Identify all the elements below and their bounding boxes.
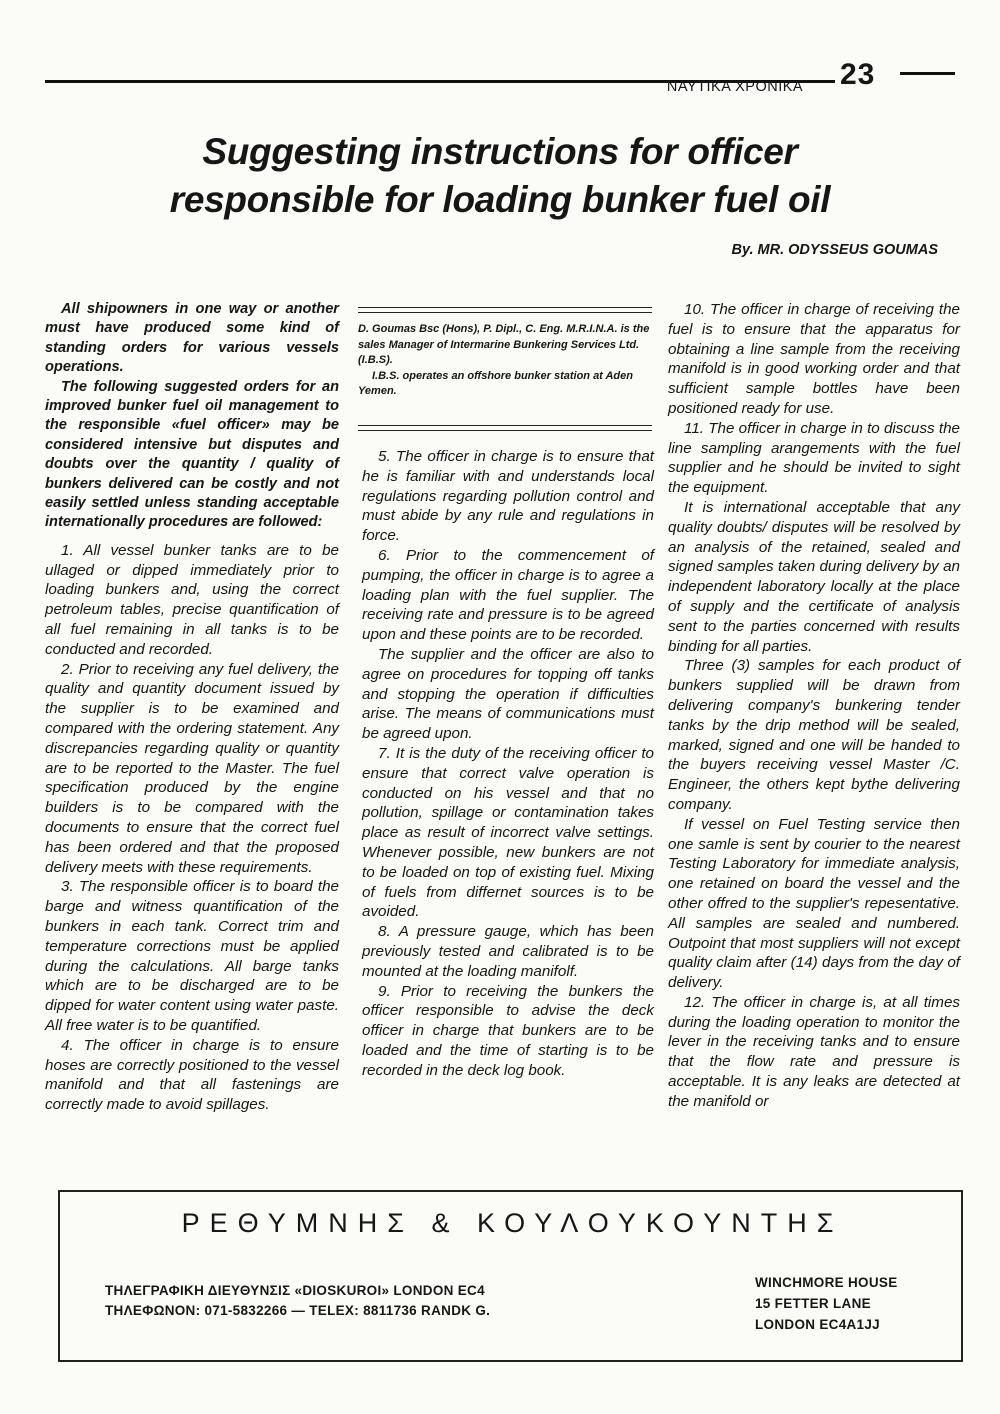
author-bio-line-2: I.B.S. operates an offshore bunker station at Aden Yemen. bbox=[358, 369, 633, 397]
paragraph-8: 8. A pressure gauge, which has been previously tested and calibrated is to be mounted at the loading manifolf. bbox=[362, 923, 654, 980]
paragraph-7: 7. It is the duty of the receiving officer to ensure that correct valve operation is conducted on his vessel and that no pollution, spillage or contamination takes place as result of incorrect valve settings. Whenever possible, new bunkers are not to be loaded on top of existing fuel. Mixing of fuels from differnet sources is to be avoided. bbox=[362, 744, 654, 921]
page-number: 23 bbox=[840, 58, 876, 91]
paragraph-12: 12. The officer in charge is, at all times during the loading operation to monitor the lever in the receiving tanks and to ensure that the flow rate and pressure is acceptable. It is any leaks are detected at the manifold or bbox=[668, 993, 960, 1110]
column-3 bbox=[668, 300, 960, 1112]
paragraph-6: 6. Prior to the commencement of pumping, the officer in charge is to agree a loading plan with the fuel supplier. The receiving rate and pressure is to be agreed upon and these points are to be recorded. bbox=[362, 546, 654, 644]
paragraph-5: 5. The officer in charge is to ensure that he is familiar with and understands local regulations regarding pollution control and must abide by any rule and regulations in force. bbox=[362, 448, 654, 545]
advert-box bbox=[58, 1190, 963, 1362]
paragraph-4: 4. The officer in charge is to ensure hoses are correctly positioned to the vessel manifold and that all fastenings are correctly made to avoid spillages. bbox=[45, 1036, 339, 1114]
paragraph-1: 1. All vessel bunker tanks are to be ullaged or dipped immediately prior to loading bunkers and, using the correct petroleum tables, precise quantification of all fuel remaining in all tanks is to be conducted and recorded. bbox=[45, 541, 339, 658]
paragraph-9: 9. Prior to receiving the bunkers the officer responsible to advise the deck officer in charge that bunkers are to be loaded and the time of starting is to be recorded in the deck log book. bbox=[362, 982, 654, 1079]
advert-company-name: ΡΕΘΥΜΝΗΣ & ΚΟΥΛΟΥΚΟΥΝΤΗΣ bbox=[181, 1208, 844, 1238]
advert-address-line-2: 15 FETTER LANE bbox=[755, 1296, 871, 1311]
author-bio bbox=[358, 322, 654, 400]
intro-paragraph-2: The following suggested orders for an improved bunker fuel oil management to the responsible «fuel officer» may be considered intensive but disputes and doubts over the quantity / quality of bunkers delivered can be costly and not easily settled unless standing acceptable internationally procedures are followed: bbox=[45, 378, 339, 531]
title-line-1: Suggesting instructions for officer bbox=[202, 131, 798, 172]
author-bio-line-1: D. Goumas Bsc (Hons), P. Dipl., C. Eng. M.R.I.N.A. is the sales Manager of Intermarine Bunkering Services Ltd. (I.B.S). bbox=[358, 323, 650, 366]
paragraph-2: 2. Prior to receiving any fuel delivery, the quality and quantity document issued by the supplier is to be examined and compared with the ordering statement. Any discrepancies regarding quality or quantity are to be reported to the Master. The fuel specification produced by the engine builders is to be compared with the documents to ensure that the correct fuel has been ordered and that the proposed delivery meets with these requirements. bbox=[45, 660, 339, 876]
paragraph-11d: If vessel on Fuel Testing service then one samle is sent by courier to the nearest Testing Laboratory for immediate analysis, one retained on board the vessel and the other offred to the supplier's repesentative. All samples are sealed and numbered. Outpoint that most suppliers will not except quality claim after (14) days from the day of delivery. bbox=[668, 815, 960, 992]
bio-rule-top bbox=[358, 307, 652, 313]
paragraph-6b: The supplier and the officer are also to agree on procedures for topping off tanks and stopping the operation if difficulties arise. The means of communications must be agreed upon. bbox=[362, 645, 654, 743]
title-line-2: responsible for loading bunker fuel oil bbox=[169, 179, 831, 220]
paragraph-11c: Three (3) samples for each product of bunkers supplied will be drawn from delivering company's bunkering tender tanks by the drip method will be sealed, marked, signed and one will be handed to the buyers receiving vessel Master /C. Engineer, the others kept bythe delivering company. bbox=[668, 657, 960, 813]
advert-address-line-3: LONDON EC4A1JJ bbox=[755, 1317, 880, 1332]
paragraph-10: 10. The officer in charge of receiving the fuel is to ensure that the apparatus for obtaining a line sample from the receiving manifold is in good working order and that sufficient sample bottles have been positioned ready for use. bbox=[668, 301, 960, 417]
bio-rule-bottom bbox=[358, 425, 652, 431]
intro-paragraph: All shipowners in one way or another must have produced some kind of standing orders for various vessels operations. bbox=[45, 301, 339, 376]
paragraph-11b: It is international acceptable that any quality doubts/ disputes will be resolved by an analysis of the retained, sealed and signed samples taken during delivery by an independent laboratory locally at the place of supply and the certificate of analysis sent to the parties concerned with results binding for all parties. bbox=[668, 498, 960, 655]
article-title bbox=[60, 128, 940, 224]
byline: By. MR. ODYSSEUS GOUMAS bbox=[731, 242, 938, 258]
advert-phone-telex: ΤΗΛΕΦΩΝΟΝ: 071-5832266 — TELEX: 8811736 RANDK G. bbox=[105, 1303, 491, 1318]
header-rule-right bbox=[900, 72, 955, 75]
advert-address-line-1: WINCHMORE HOUSE bbox=[755, 1275, 898, 1290]
publication-name: ΝΑΥΤΙΚΑ ΧΡΟΝΙΚΑ bbox=[666, 79, 804, 95]
column-1 bbox=[45, 300, 339, 1115]
paragraph-3: 3. The responsible officer is to board the barge and witness quantification of the bunkers in each tank. Correct trim and temperature corrections must be applied during the calculations. All barge tanks which are to be discharged are to be dipped for water content using water paste. All free water is to be quantified. bbox=[45, 878, 339, 1034]
column-2 bbox=[362, 447, 654, 1081]
paragraph-11: 11. The officer in charge in to discuss the line sampling arangements with the fuel supplier and he should be invited to sight the equipment. bbox=[668, 419, 960, 497]
advert-telegraph-address: ΤΗΛΕΓΡΑΦΙΚΗ ΔΙΕΥΘΥΝΣΙΣ «DIOSKUROI» LONDON EC4 bbox=[105, 1283, 485, 1298]
